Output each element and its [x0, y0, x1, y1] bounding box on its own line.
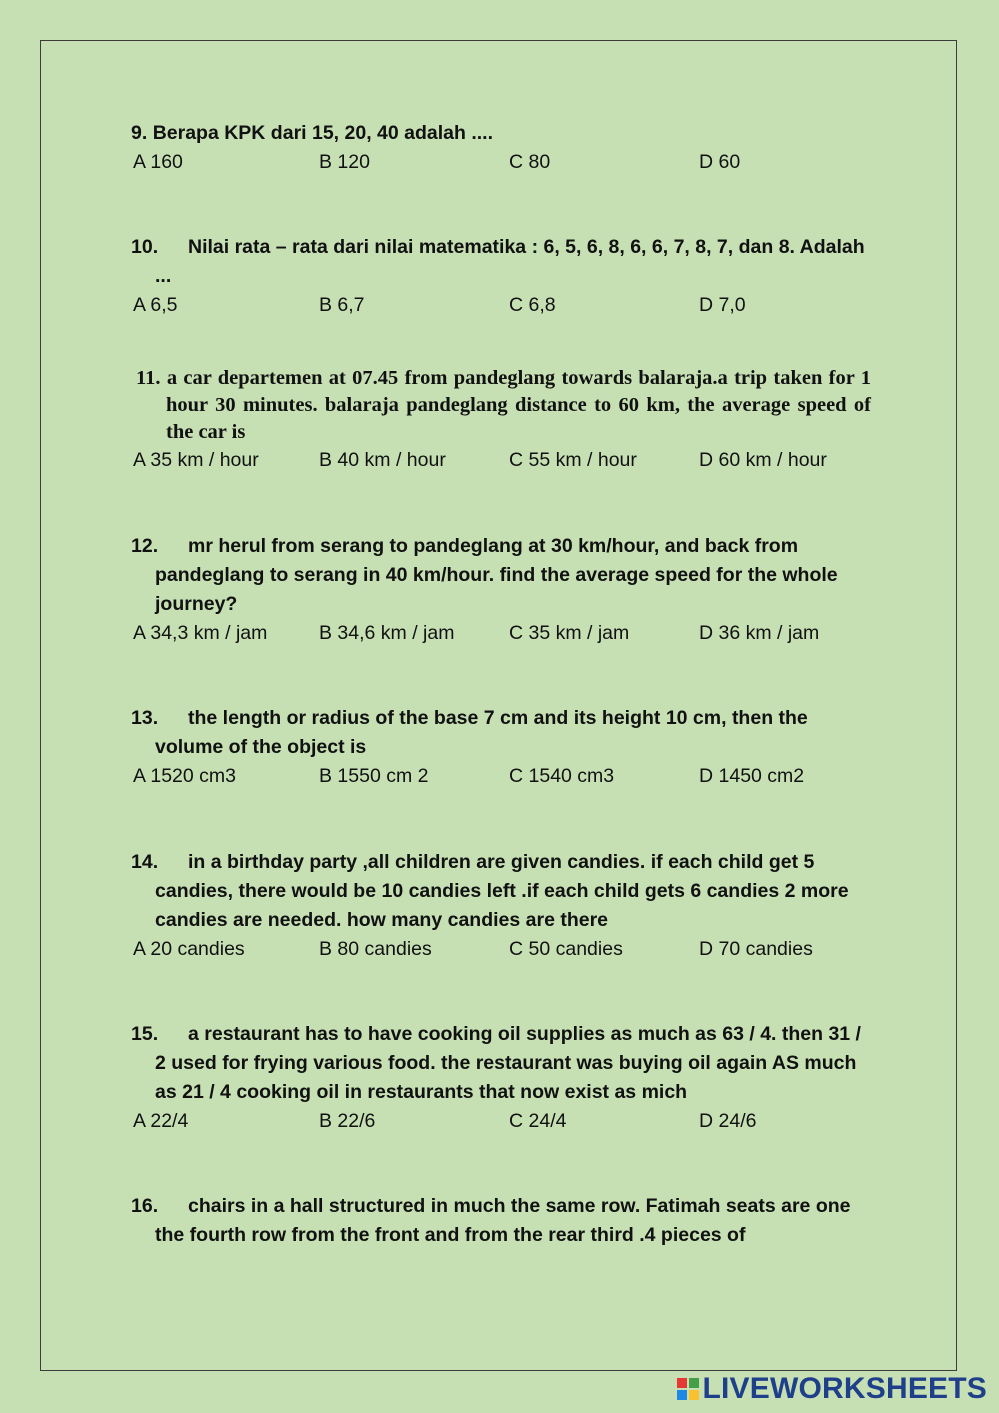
option-d[interactable]: D 36 km / jam: [699, 622, 820, 644]
logo-square-1: [677, 1378, 687, 1388]
option-c[interactable]: C 24/4: [509, 1110, 567, 1132]
option-a[interactable]: A 35 km / hour: [133, 449, 259, 471]
option-a[interactable]: A 6,5: [133, 294, 178, 316]
options-row: [131, 1107, 871, 1136]
option-d[interactable]: D 7,0: [699, 294, 746, 316]
options-row: [131, 446, 871, 475]
brand-name: LIVEWORKSHEETS: [702, 1372, 987, 1405]
question-12: [131, 532, 871, 648]
option-c[interactable]: C 50 candies: [509, 938, 623, 960]
options-row: [131, 619, 871, 648]
question-10: [131, 233, 871, 320]
question-15: [131, 1020, 871, 1136]
question-text: 12. mr herul from serang to pandeglang at 30 km/hour, and back from pandeglang to serang in 40 km/hour. find the average speed for the whole journey?: [131, 535, 838, 615]
question-16: [131, 1192, 871, 1250]
option-b[interactable]: B 120: [319, 151, 370, 173]
question-14: [131, 848, 871, 964]
option-a[interactable]: A 160: [133, 151, 183, 173]
option-b[interactable]: B 6,7: [319, 294, 365, 316]
option-a[interactable]: A 22/4: [133, 1110, 189, 1132]
logo-square-3: [677, 1390, 687, 1400]
option-d[interactable]: D 60 km / hour: [699, 449, 827, 471]
option-b[interactable]: B 34,6 km / jam: [319, 622, 455, 644]
option-a[interactable]: A 20 candies: [133, 938, 245, 960]
question-text: 14. in a birthday party ,all children are given candies. if each child get 5 candies, there would be 10 candies left .if each child gets 6 candies 2 more candies are needed. how many candies are there: [131, 851, 849, 931]
logo-square-2: [689, 1378, 699, 1388]
question-9: [131, 119, 871, 177]
option-b[interactable]: B 80 candies: [319, 938, 432, 960]
options-row: [131, 762, 871, 791]
option-a[interactable]: A 34,3 km / jam: [133, 622, 268, 644]
option-d[interactable]: D 60: [699, 151, 741, 173]
option-c[interactable]: C 55 km / hour: [509, 449, 637, 471]
question-text: 10. Nilai rata – rata dari nilai matematika : 6, 5, 6, 8, 6, 6, 7, 8, 7, dan 8. Adalah ...: [131, 236, 865, 287]
option-a[interactable]: A 1520 cm3: [133, 765, 236, 787]
question-text: 11. a car departemen at 07.45 from pandeglang towards balaraja.a trip taken for 1 hour 30 minutes. balaraja pandeglang distance to 60 km, the average speed of the car is: [136, 367, 872, 443]
question-13: [131, 704, 871, 791]
liveworksheets-logo: [677, 1372, 988, 1406]
question-11: [131, 365, 871, 475]
option-d[interactable]: D 70 candies: [699, 938, 813, 960]
logo-square-4: [689, 1390, 699, 1400]
option-b[interactable]: B 22/6: [319, 1110, 376, 1132]
question-text: 15. a restaurant has to have cooking oil supplies as much as 63 / 4. then 31 / 2 used for frying various food. the restaurant was buying oil again AS much as 21 / 4 cooking oil in restaurants that now exist as mich: [131, 1023, 861, 1103]
option-d[interactable]: D 1450 cm2: [699, 765, 805, 787]
option-c[interactable]: C 1540 cm3: [509, 765, 615, 787]
question-text: 9. Berapa KPK dari 15, 20, 40 adalah ....: [131, 122, 494, 144]
option-b[interactable]: B 40 km / hour: [319, 449, 446, 471]
question-text: 16. chairs in a hall structured in much the same row. Fatimah seats are one the fourth row from the front and from the rear third .4 pieces of: [131, 1195, 851, 1246]
options-row: [131, 291, 871, 320]
option-c[interactable]: C 6,8: [509, 294, 556, 316]
option-d[interactable]: D 24/6: [699, 1110, 757, 1132]
option-c[interactable]: C 80: [509, 151, 551, 173]
option-c[interactable]: C 35 km / jam: [509, 622, 630, 644]
question-text: 13. the length or radius of the base 7 cm and its height 10 cm, then the volume of the object is: [131, 707, 808, 758]
options-row: [131, 935, 871, 964]
logo-squares-icon: [677, 1378, 699, 1400]
option-b[interactable]: B 1550 cm 2: [319, 765, 429, 787]
options-row: [131, 148, 871, 177]
